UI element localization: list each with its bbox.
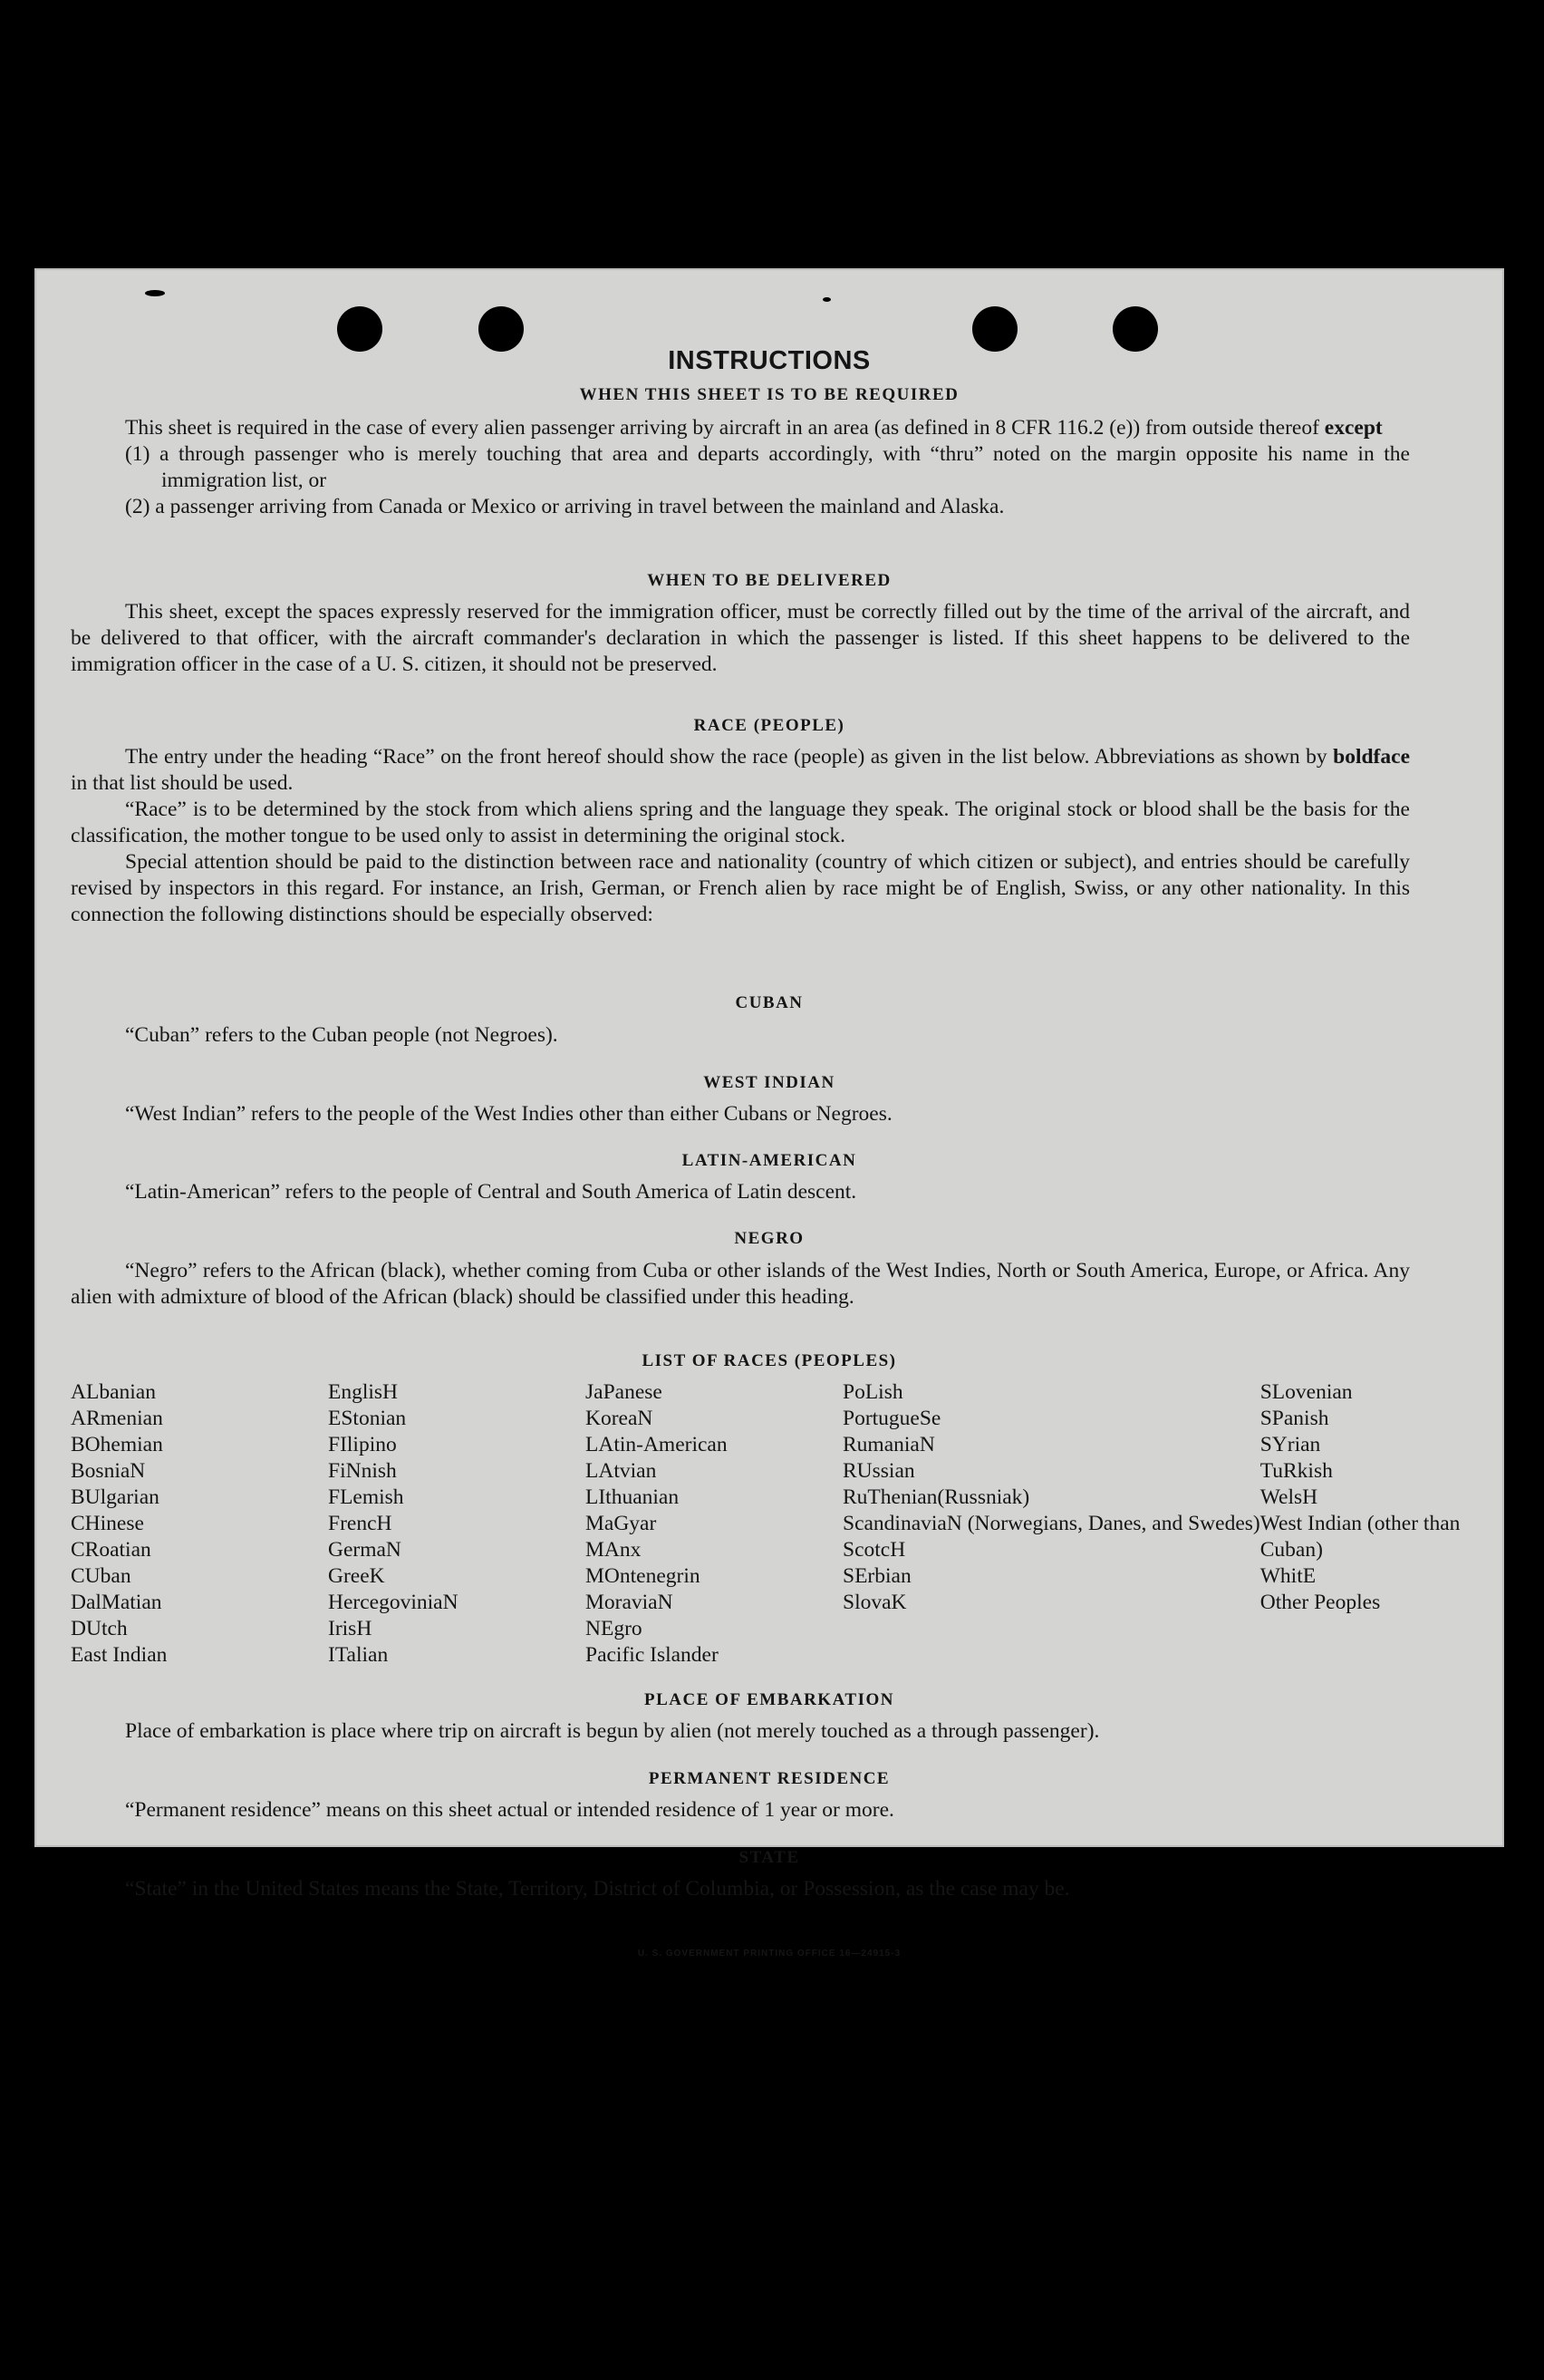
race-item: GreeK [328, 1564, 385, 1588]
race-item: PoLish [843, 1380, 903, 1404]
embarkation-section [71, 1718, 1410, 1745]
races-column-3 [585, 1379, 843, 1669]
race-item: FLemish [328, 1485, 404, 1509]
race-item: SlovaK [843, 1591, 907, 1614]
residence-section [71, 1797, 1410, 1824]
race-item: EnglisH [328, 1380, 399, 1404]
race-item: Pacific Islander [585, 1643, 719, 1667]
race-item: FiNnish [328, 1459, 397, 1483]
ink-mark [145, 290, 165, 296]
race-item: BOhemian [71, 1433, 163, 1456]
race-item: CUban [71, 1564, 131, 1588]
when-delivered-text: This sheet, except the spaces expressly reserved for the immigration officer, must be correctly filled out by the time of the arrival of the aircraft, and be delivered to that officer, with the aircraft commander's declaration in which the passenger is listed. If this sheet happens to be delivered to the immigration officer in the case of a U. S. citizen, it should not be preserved. [71, 600, 1410, 676]
when-required-intro: This sheet is required in the case of every alien passenger arriving by aircraft in an area (as defined in 8 CFR 116.2 (e)) from outside thereof except [125, 416, 1383, 440]
race-item: EStonian [328, 1407, 407, 1430]
race-item: MaGyar [585, 1512, 657, 1535]
race-item: PortugueSe [843, 1407, 941, 1430]
race-item: West Indian (other than Cuban) [1259, 1512, 1461, 1562]
when-required-item-1: (1) a through passenger who is merely touching that area and departs accordingly, with “thru” noted on the margin opposite his name in the immigration list, or [125, 442, 1410, 492]
race-paragraph-2: “Race” is to be determined by the stock from which aliens spring and the language they speak. The original stock or blood shall be the basis for the classification, the mother tongue to be used only to assist in determining the original stock. [71, 798, 1410, 847]
embarkation-text: Place of embarkation is place where trip on aircraft is begun by alien (not merely touched as a through passenger). [125, 1719, 1100, 1743]
heading-latin-american: LATIN-AMERICAN [681, 1151, 857, 1170]
race-item: CRoatian [71, 1538, 151, 1562]
latin-american-section [71, 1179, 1410, 1205]
negro-text: “Negro” refers to the African (black), whether coming from Cuba or other islands of the West Indies, North or South America, Europe, or Africa. Any alien with admixture of blood of the African (black) should be classified under this heading. [71, 1259, 1410, 1309]
race-item: FrencH [328, 1512, 392, 1535]
when-required-item-2: (2) a passenger arriving from Canada or Mexico or arriving in travel between the mainland and Alaska. [125, 495, 1005, 518]
races-list [71, 1379, 1461, 1669]
heading-when-delivered: WHEN TO BE DELIVERED [647, 571, 892, 590]
punch-hole [972, 306, 1018, 352]
race-item: WelsH [1259, 1485, 1318, 1509]
race-item: FIlipino [328, 1433, 397, 1456]
race-item: BosniaN [71, 1459, 146, 1483]
heading-cuban: CUBAN [735, 993, 804, 1012]
race-item: NEgro [585, 1617, 642, 1640]
race-section [71, 744, 1410, 928]
heading-race: RACE (PEOPLE) [693, 716, 845, 735]
race-paragraph-1: The entry under the heading “Race” on the front hereof should show the race (people) as given in the list below. Abbreviations as shown by boldface in that list should be used. [71, 745, 1410, 795]
heading-negro: NEGRO [734, 1229, 805, 1248]
west-indian-text: “West Indian” refers to the people of the West Indies other than either Cubans or Negroes. [125, 1102, 893, 1126]
latin-american-text: “Latin-American” refers to the people of Central and South America of Latin descent. [125, 1180, 857, 1204]
residence-text: “Permanent residence” means on this sheet actual or intended residence of 1 year or more. [125, 1798, 894, 1822]
race-item: Other Peoples [1259, 1591, 1381, 1614]
race-item: LIthuanian [585, 1485, 680, 1509]
heading-state: STATE [738, 1848, 800, 1867]
races-column-1 [71, 1379, 328, 1669]
race-item: CHinese [71, 1512, 144, 1535]
races-column-5 [1260, 1379, 1518, 1669]
state-section [71, 1876, 1410, 1902]
race-item: SYrian [1259, 1433, 1321, 1456]
race-item: SLovenian [1259, 1380, 1353, 1404]
race-item: ARmenian [71, 1407, 163, 1430]
printer-imprint: U. S. GOVERNMENT PRINTING OFFICE 16—24915-3 [637, 1949, 902, 1959]
race-item: RumaniaN [843, 1433, 935, 1456]
race-item: TuRkish [1259, 1459, 1333, 1483]
race-item: RuThenian(Russniak) [843, 1485, 1030, 1509]
race-item: ScotcH [843, 1538, 906, 1562]
cuban-section [71, 1022, 1410, 1049]
when-delivered-section [71, 599, 1410, 678]
negro-section [71, 1258, 1410, 1311]
race-item: KoreaN [585, 1407, 653, 1430]
race-item: East Indian [71, 1643, 168, 1667]
race-item: MOntenegrin [585, 1564, 700, 1588]
race-item: GermaN [328, 1538, 401, 1562]
state-text: “State” in the United States means the State, Territory, District of Columbia, or Possession, as the case may be. [125, 1877, 1070, 1901]
race-item: BUlgarian [71, 1485, 159, 1509]
race-item: DUtch [71, 1617, 128, 1640]
race-item: JaPanese [585, 1380, 662, 1404]
page-title: INSTRUCTIONS [668, 346, 871, 375]
race-item: SPanish [1259, 1407, 1329, 1430]
races-column-2 [328, 1379, 585, 1669]
race-item: MAnx [585, 1538, 642, 1562]
race-item: SErbian [843, 1564, 912, 1588]
race-item: RUssian [843, 1459, 915, 1483]
heading-west-indian: WEST INDIAN [703, 1073, 835, 1092]
race-item: LAtvian [585, 1459, 657, 1483]
race-item: ALbanian [71, 1380, 156, 1404]
race-item: MoraviaN [585, 1591, 673, 1614]
ink-mark [823, 297, 831, 302]
document-sheet [34, 268, 1504, 1959]
race-paragraph-3: Special attention should be paid to the distinction between race and nationality (country of which citizen or subject), and entries should be carefully revised by inspectors in this regard. For instance, an Irish, German, or French alien by race might be of English, Swiss, or any other nationality. In this connection the following distinctions should be especially observed: [71, 850, 1410, 926]
punch-hole [337, 306, 382, 352]
heading-list-of-races: LIST OF RACES (PEOPLES) [642, 1351, 897, 1370]
heading-when-required: WHEN THIS SHEET IS TO BE REQUIRED [579, 385, 960, 404]
race-item: LAtin-American [585, 1433, 728, 1456]
race-item: WhitE [1259, 1564, 1317, 1588]
race-item: ScandinaviaN (Norwegians, Danes, and Swedes) [843, 1512, 1260, 1535]
west-indian-section [71, 1101, 1410, 1127]
cuban-text: “Cuban” refers to the Cuban people (not Negroes). [125, 1023, 558, 1047]
race-item: ITalian [328, 1643, 389, 1667]
races-column-4 [843, 1379, 1260, 1669]
heading-embarkation: PLACE OF EMBARKATION [644, 1690, 894, 1709]
punch-hole [1113, 306, 1158, 352]
race-item: IrisH [328, 1617, 372, 1640]
punch-hole [478, 306, 524, 352]
race-item: HercegoviniaN [328, 1591, 458, 1614]
race-item: DalMatian [71, 1591, 162, 1614]
heading-permanent-residence: PERMANENT RESIDENCE [648, 1769, 891, 1788]
when-required-section [71, 415, 1410, 520]
